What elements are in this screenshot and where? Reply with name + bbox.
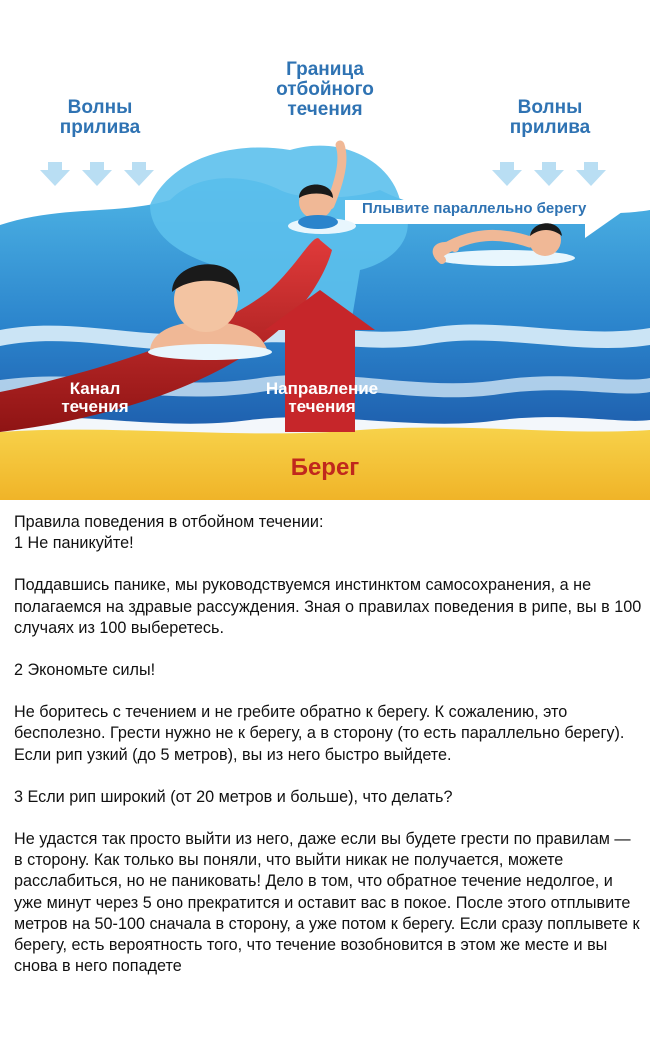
label-direction-line2: течения <box>288 396 356 416</box>
label-waves-left <box>45 98 155 138</box>
label-boundary-line2: отбойного течения <box>276 78 374 120</box>
label-direction <box>262 380 382 416</box>
label-swim-parallel: Плывите параллельно берегу <box>362 200 587 217</box>
article-body <box>14 512 642 977</box>
label-channel-line2: течения <box>61 396 129 416</box>
label-boundary <box>240 60 410 120</box>
rule3-title: 3 Если рип широкий (от 20 метров и больше), что делать? <box>14 787 453 806</box>
rule3-text: Не удастся так просто выйти из него, даже если вы будете грести по правилам — в сторону. Как только вы поняли, что выйти никак не получается, можете расслабиться, но не паниковать! Дело в том, что обратное течение недолгое, и уже минут через 5 оно прекратится и оставит вас в покое. После этого отплывите метров на 50-100 сначала в сторону, а уже потом к берегу. Если сразу поплывете к берегу, есть вероятность того, что течение возобновится в этом же месте и вы снова в него попадете <box>14 830 640 976</box>
label-waves-left-line1: Волны <box>67 97 133 118</box>
label-waves-right <box>495 98 605 138</box>
waves-arrows-right <box>492 162 606 186</box>
rule1-text: Поддавшись панике, мы руководствуемся инстинктом самосохранения, а не полагаемся на здравые рассуждения. Зная о правилах поведения в рипе, вы в 100 случаях из 100 выберетесь. <box>14 576 642 637</box>
rule2-text: Не боритесь с течением и не гребите обратно к берегу. К сожалению, это бесполезно. Грести нужно не к берегу, а в сторону (то есть параллельно берегу). Если рип узкий (до 5 метров), вы из него быстро выйдете. <box>14 703 625 764</box>
label-channel-line1: Канал <box>69 379 121 398</box>
waves-arrows-left <box>40 162 154 186</box>
rule1-title: 1 Не паникуйте! <box>14 534 134 553</box>
rule2-title: 2 Экономьте силы! <box>14 661 156 680</box>
article-heading: Правила поведения в отбойном течении: <box>14 513 324 531</box>
label-waves-right-line1: Волны <box>517 97 583 118</box>
label-waves-left-line2: прилива <box>59 116 141 138</box>
label-shore: Берег <box>290 454 360 481</box>
label-boundary-line1: Граница <box>286 59 364 80</box>
label-direction-line1: Направление <box>265 379 379 398</box>
rip-current-infographic <box>0 0 650 500</box>
label-waves-right-line2: прилива <box>509 116 591 138</box>
label-channel <box>40 380 150 416</box>
